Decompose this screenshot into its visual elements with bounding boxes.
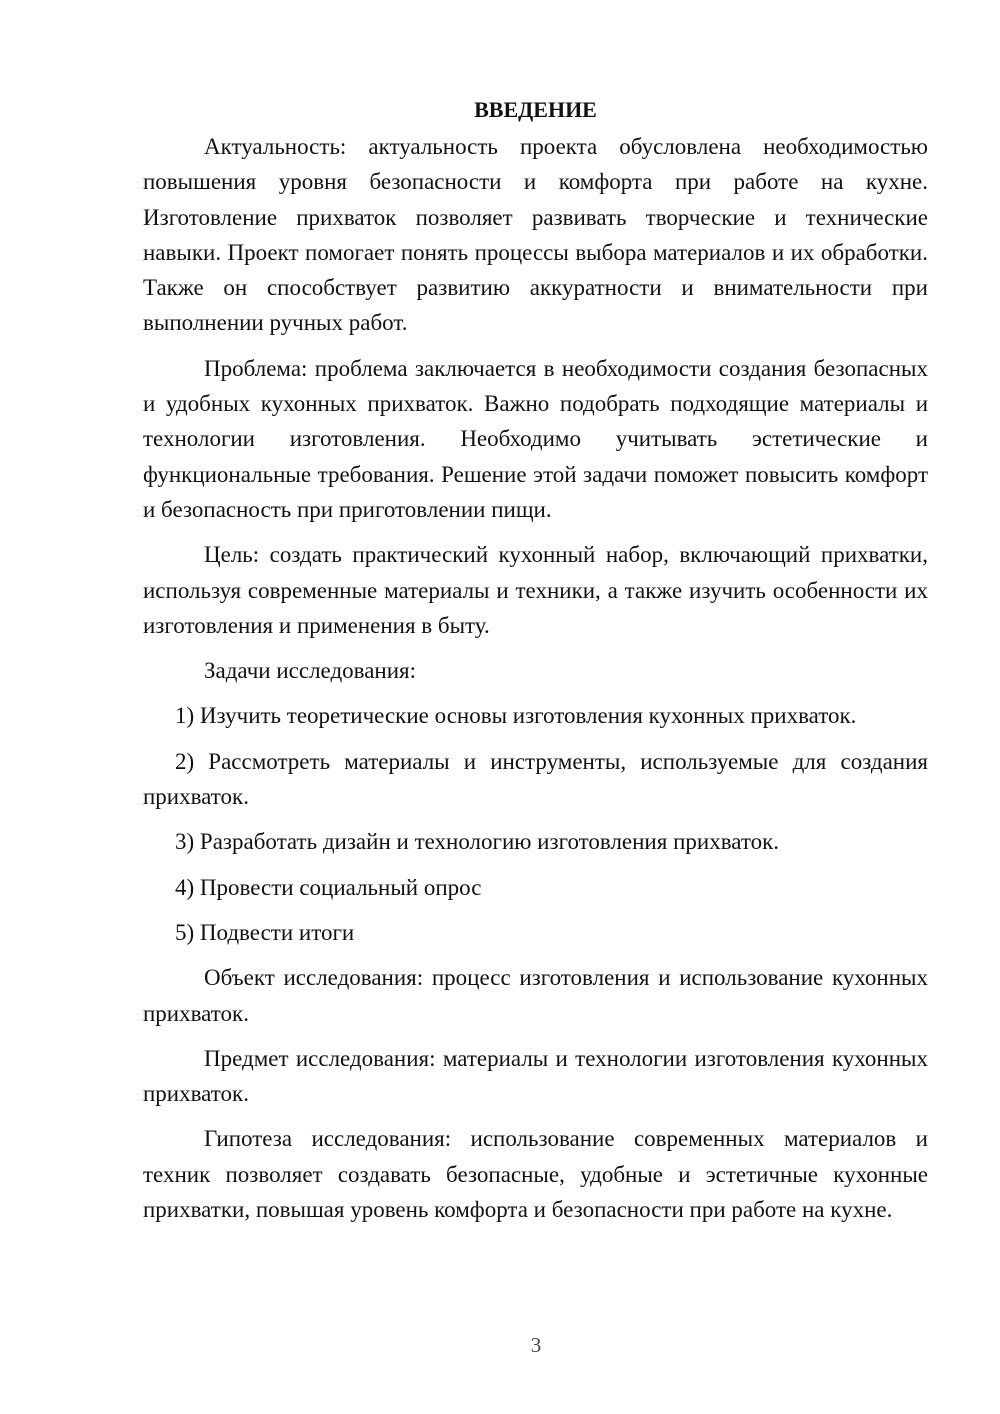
paragraph-goal: Цель: создать практический кухонный набор, включающий прихватки, используя современные материалы и техники, а также изучить особенности их изготовления и применения в быту. xyxy=(143,542,928,638)
paragraph-subject: Предмет исследования: материалы и технологии изготовления кухонных прихваток. xyxy=(143,1045,928,1107)
task-item-4: 4) Провести социальный опрос xyxy=(175,874,482,900)
task-item-2: 2) Рассмотреть материалы и инструменты, используемые для создания прихваток. xyxy=(143,748,928,810)
tasks-heading: Задачи исследования: xyxy=(204,658,417,684)
page-title: ВВЕДЕНИЕ xyxy=(474,97,597,122)
task-item-5: 5) Подвести итоги xyxy=(175,919,355,945)
paragraph-hypothesis: Гипотеза исследования: использование современных материалов и техник позволяет создавать безопасные, удобные и эстетичные кухонные прихватки, повышая уровень комфорта и безопасности при работе на кухне. xyxy=(143,1126,928,1223)
task-item-3: 3) Разработать дизайн и технологию изготовления прихваток. xyxy=(175,829,780,855)
page-number: 3 xyxy=(530,1333,542,1357)
paragraph-object: Объект исследования: процесс изготовления и использование кухонных прихваток. xyxy=(143,965,928,1026)
paragraph-relevance: Актуальность: актуальность проекта обусловлена необходимостью повышения уровня безопасности и комфорта при работе на кухне. Изготовление прихваток позволяет развивать творческие и технические навыки. Проект помогает понять процессы выбора материалов и их обработки. Также он способствует развитию аккуратности и внимательности при выполнении ручных работ. xyxy=(143,134,928,336)
paragraph-problem: Проблема: проблема заключается в необходимости создания безопасных и удобных кухонных прихваток. Важно подобрать подходящие материалы и технологии изготовления. Необходимо учитывать эстетические и функциональные требования. Решение этой задачи поможет повысить комфорт и безопасность при приготовлении пищи. xyxy=(143,355,928,522)
page-content xyxy=(143,92,928,1237)
task-item-1: 1) Изучить теоретические основы изготовления кухонных прихваток. xyxy=(175,703,857,729)
